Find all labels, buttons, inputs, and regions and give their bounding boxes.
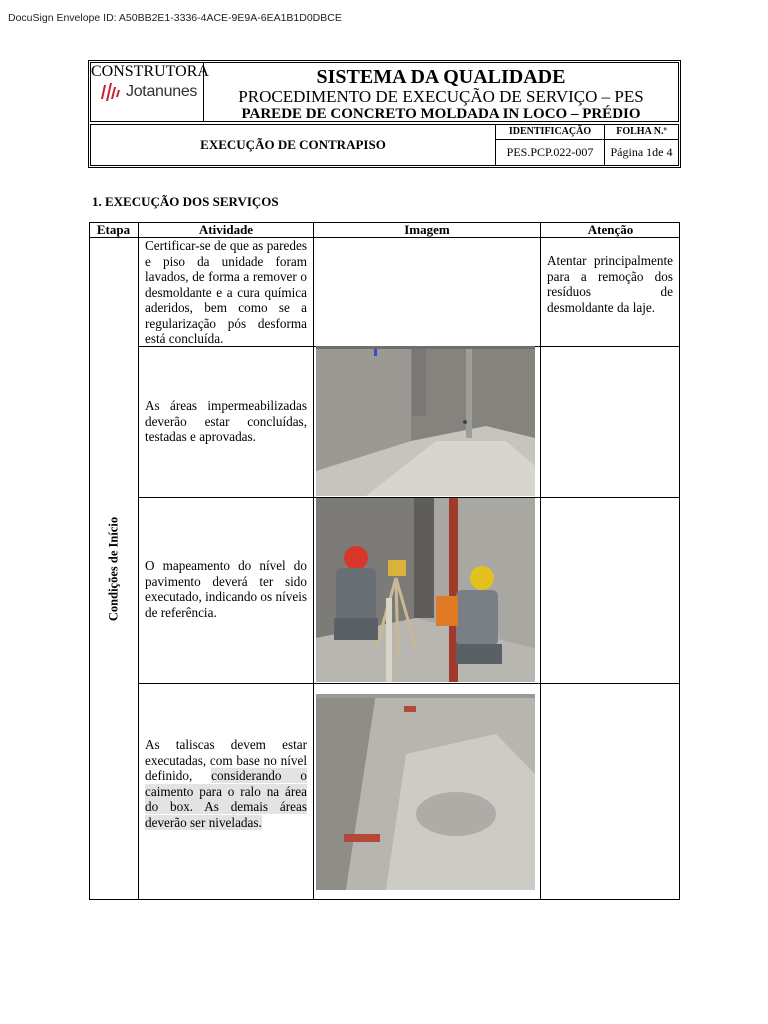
procedure-table <box>89 222 680 900</box>
column-header-activity: Atividade <box>198 222 254 237</box>
column-divider <box>313 222 314 900</box>
document-header <box>88 60 681 168</box>
waterproofed-area-photo <box>316 346 535 496</box>
title-cell <box>204 63 678 121</box>
logo-subtext: CONSTRUTORA <box>91 63 209 80</box>
attention-text: Atentar principalmente para a remoção dos resíduos de desmoldante da laje. <box>547 253 673 315</box>
document-system-title: SISTEMA DA QUALIDADE <box>316 66 566 88</box>
section-heading: 1. EXECUÇÃO DOS SERVIÇOS <box>92 194 279 209</box>
document-procedure-title: PROCEDIMENTO DE EXECUÇÃO DE SERVIÇO – PES <box>238 87 644 106</box>
taliscas-photo <box>316 694 535 890</box>
activity-text: Certificar-se de que as paredes e piso da unidade foram lavados, de forma a remover o desmoldante e a cura química aderidos, bem como se a regularização pós desforma está concluída. <box>145 238 307 346</box>
document-subject-title: PAREDE DE CONCRETO MOLDADA IN LOCO – PRÉDIO <box>241 106 641 122</box>
activity-text-part: As taliscas devem estar executadas, com base no nível definido, <box>145 737 307 783</box>
stage-cell <box>89 238 138 899</box>
header-top-row <box>90 62 679 122</box>
execution-title: EXECUÇÃO DE CONTRAPISO <box>91 125 496 165</box>
column-divider <box>138 222 139 900</box>
identification-value: PES.PCP.022-007 <box>496 140 605 165</box>
company-logo <box>99 81 197 103</box>
docusign-envelope-id: DocuSign Envelope ID: A50BB2E1-3336-4ACE-9E9A-6EA1B1D0DBCE <box>8 12 342 24</box>
identification-label: IDENTIFICAÇÃO <box>496 125 605 140</box>
column-divider <box>540 222 541 900</box>
level-mapping-photo <box>316 498 535 682</box>
activity-text: O mapeamento do nível do pavimento deverá ter sido executado, indicando os níveis de referência. <box>145 558 307 620</box>
logo-brand-text: Jotanunes <box>126 83 198 100</box>
column-header-stage: Etapa <box>96 222 131 237</box>
header-bottom-row <box>90 124 679 166</box>
logo-cell <box>91 63 209 121</box>
activity-text-highlight: considerando o caimento para o ralo na área do box. As demais áreas deverão ser niveladas. <box>145 768 307 830</box>
page-number-value: Página 1de 4 <box>610 145 673 159</box>
column-header-image: Imagem <box>404 222 450 237</box>
activity-text <box>145 737 307 830</box>
column-header-attention: Atenção <box>587 222 634 237</box>
jotanunes-logo-icon <box>99 81 123 103</box>
stage-label: Condições de Início <box>106 516 120 621</box>
activity-text: As áreas impermeabilizadas deverão estar concluídas, testadas e aprovadas. <box>145 398 307 444</box>
row-divider <box>138 683 680 684</box>
sheet-number-label: FOLHA N.º <box>605 125 678 140</box>
